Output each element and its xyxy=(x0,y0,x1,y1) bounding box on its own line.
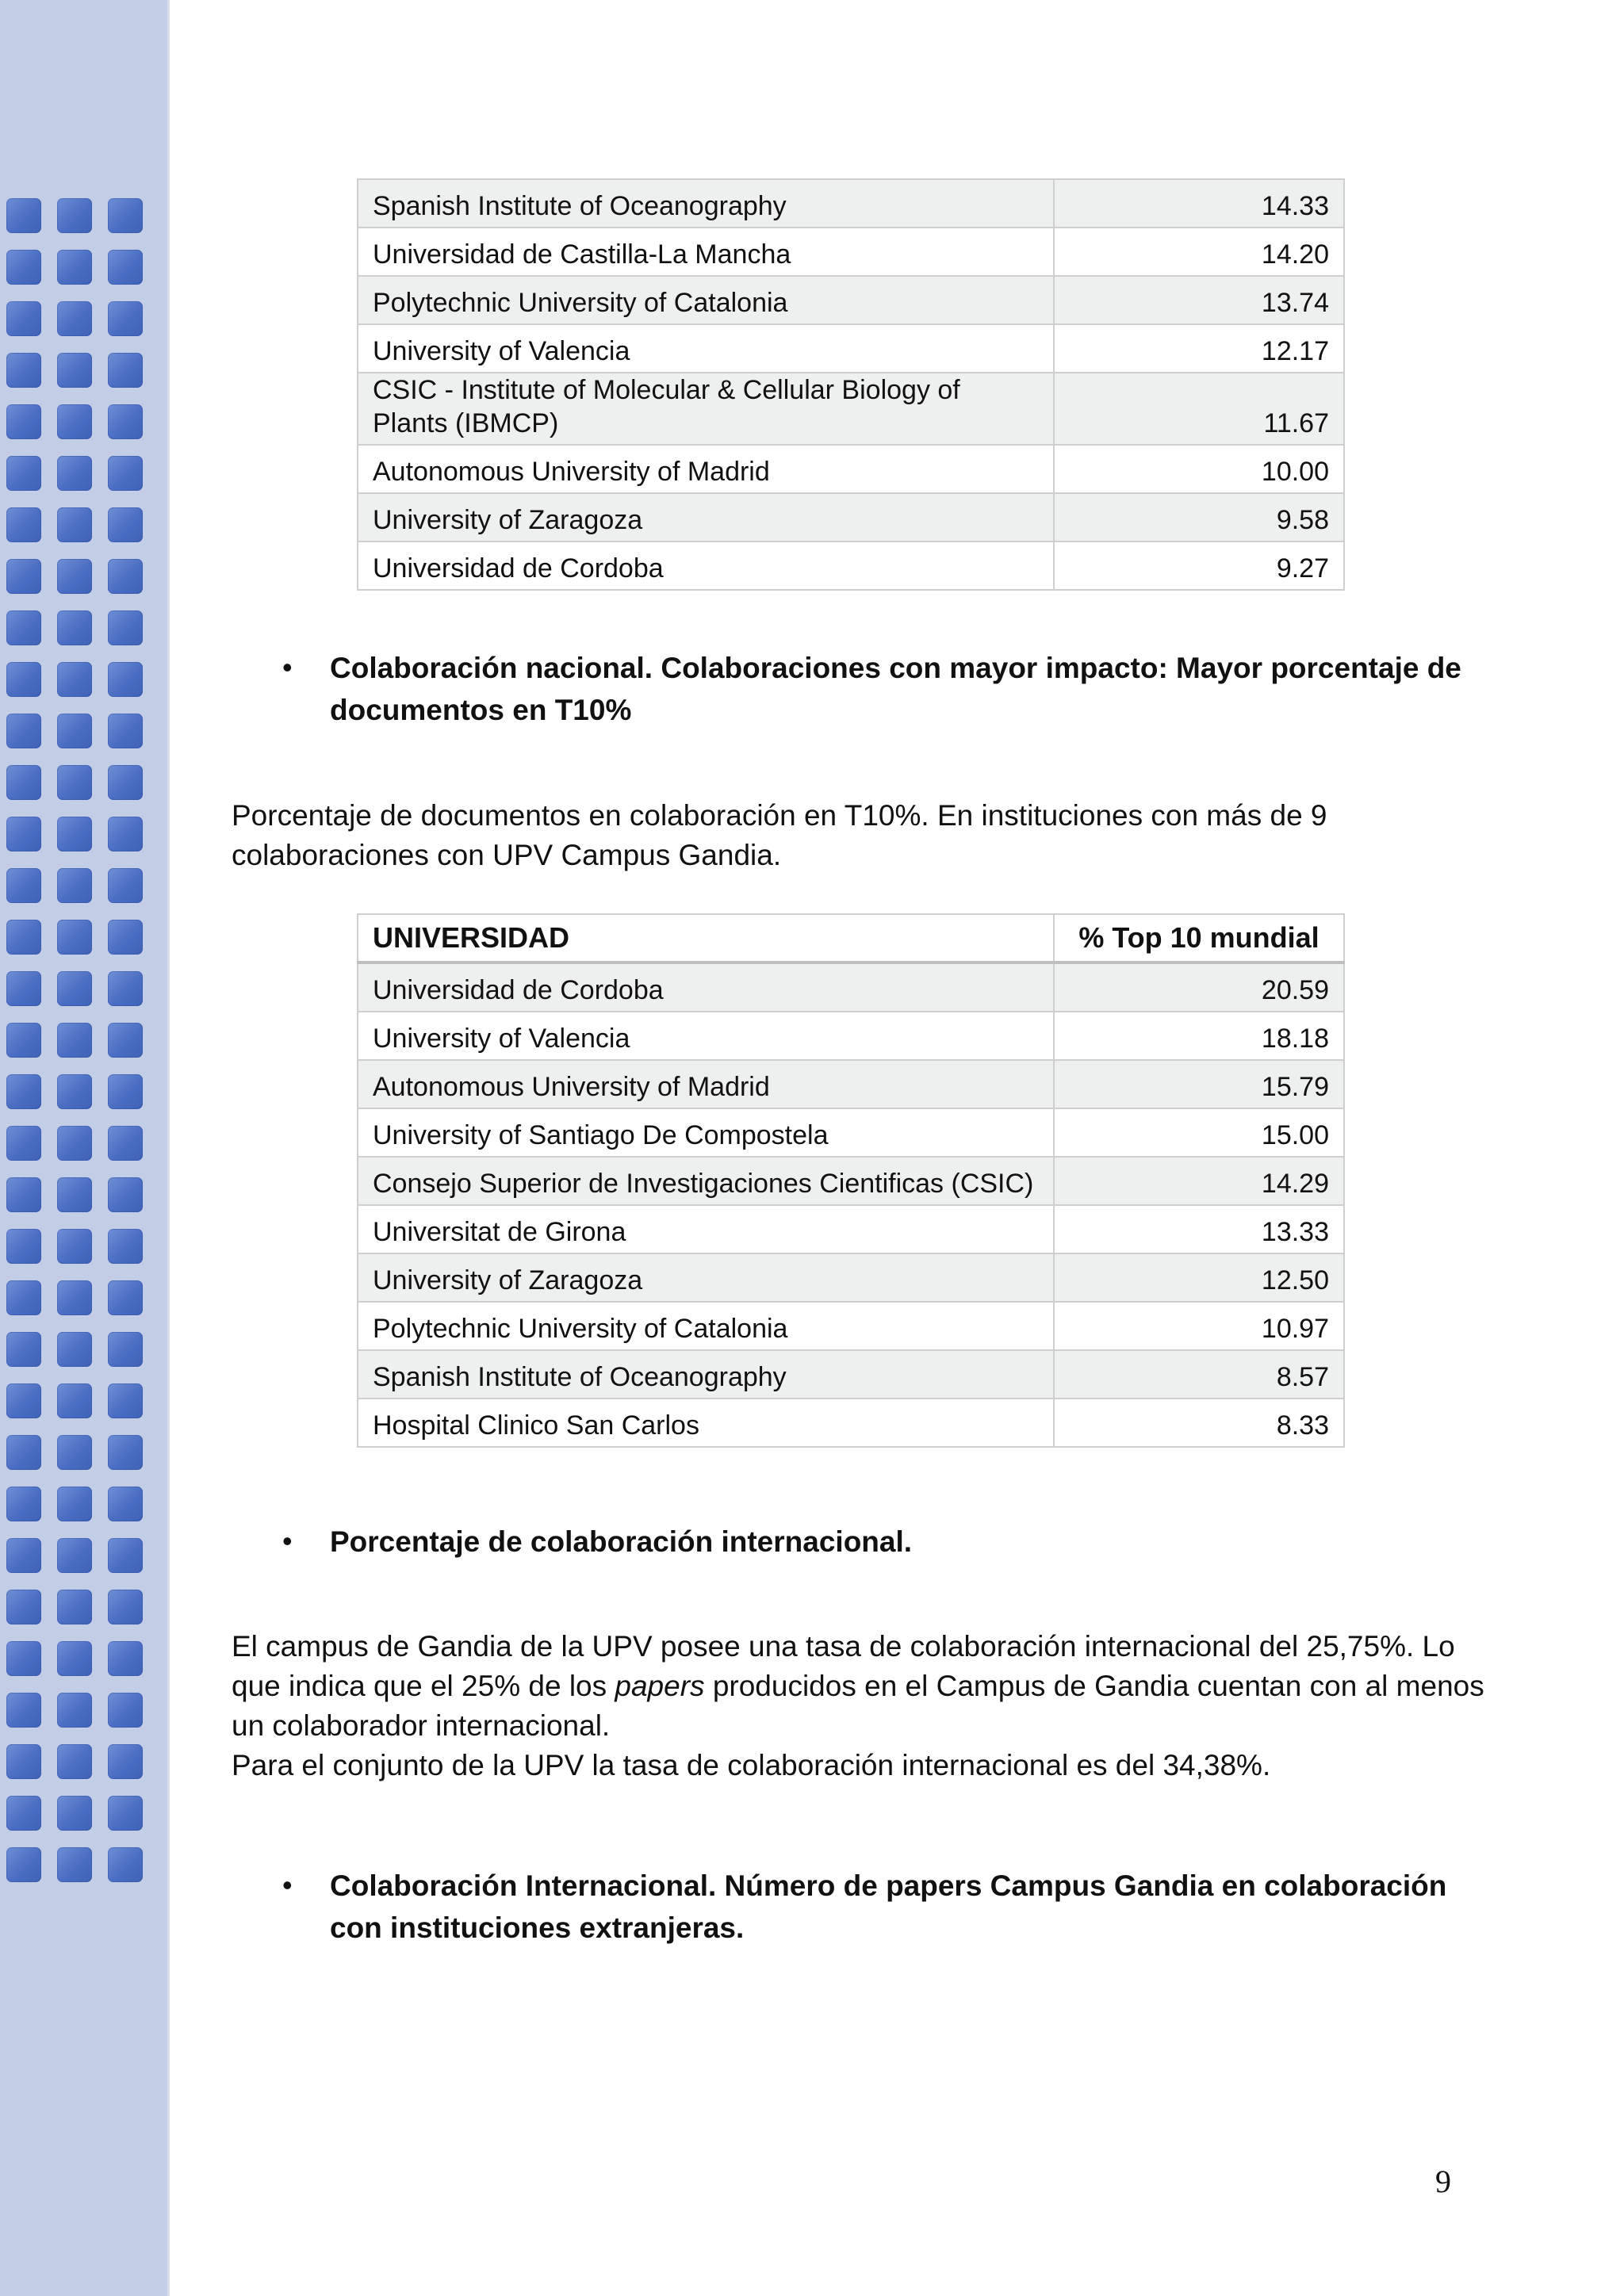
institution-name: Universidad de Cordoba xyxy=(358,541,1054,590)
decorative-square xyxy=(6,868,41,903)
decorative-square xyxy=(57,662,92,697)
decorative-square xyxy=(108,1126,143,1161)
decorative-square xyxy=(108,1229,143,1264)
decorative-square xyxy=(57,456,92,491)
table-row xyxy=(358,493,1344,541)
decorative-square xyxy=(57,1229,92,1264)
table-row xyxy=(358,228,1344,276)
table-row xyxy=(358,324,1344,373)
impact-table-continued xyxy=(357,178,1345,591)
decorative-square xyxy=(57,817,92,851)
page-number: 9 xyxy=(1435,2164,1451,2199)
table-header-row xyxy=(358,914,1344,962)
decorative-square xyxy=(57,301,92,336)
bullet-icon: • xyxy=(282,1525,293,1557)
institution-value: 14.29 xyxy=(1054,1157,1344,1205)
decorative-square xyxy=(6,1847,41,1882)
decorative-square xyxy=(57,1538,92,1573)
decorative-square xyxy=(57,1693,92,1728)
decorative-square xyxy=(108,1693,143,1728)
table-row xyxy=(358,1205,1344,1253)
decorative-square xyxy=(108,920,143,955)
institution-value: 13.74 xyxy=(1054,276,1344,324)
decorative-square xyxy=(108,1590,143,1624)
decorative-square xyxy=(108,1744,143,1779)
decorative-square xyxy=(108,817,143,851)
decorative-square xyxy=(6,507,41,542)
decorative-square xyxy=(57,1847,92,1882)
decorative-square xyxy=(57,1280,92,1315)
institution-value: 12.50 xyxy=(1054,1253,1344,1302)
table-row xyxy=(358,962,1344,1012)
decorative-square xyxy=(6,765,41,800)
institution-value: 14.33 xyxy=(1054,179,1344,228)
decorative-square xyxy=(57,1177,92,1212)
decorative-square xyxy=(108,404,143,439)
decorative-square xyxy=(57,353,92,388)
institution-value: 10.97 xyxy=(1054,1302,1344,1350)
table-row xyxy=(358,373,1344,445)
decorative-square xyxy=(57,1332,92,1367)
decorative-square xyxy=(6,559,41,594)
institution-value: 9.58 xyxy=(1054,493,1344,541)
table-row xyxy=(358,1060,1344,1108)
institution-name: University of Santiago De Compostela xyxy=(358,1108,1054,1157)
decorative-square xyxy=(108,1177,143,1212)
institution-name: Spanish Institute of Oceanography xyxy=(358,179,1054,228)
institution-value: 10.00 xyxy=(1054,445,1344,493)
decorative-square xyxy=(108,1538,143,1573)
decorative-square xyxy=(57,1435,92,1470)
decorative-sidebar xyxy=(0,0,170,2296)
decorative-square xyxy=(6,1796,41,1831)
decorative-square xyxy=(6,662,41,697)
table-row xyxy=(358,1253,1344,1302)
papers-emphasis: papers xyxy=(615,1670,705,1702)
decorative-square xyxy=(6,198,41,233)
decorative-square xyxy=(57,868,92,903)
decorative-square xyxy=(57,1074,92,1109)
decorative-square xyxy=(6,1023,41,1058)
decorative-square xyxy=(108,662,143,697)
section-heading-national-collaboration: Colaboración nacional. Colaboraciones con mayor impacto: Mayor porcentaje de documentos en T10% xyxy=(330,652,1461,726)
decorative-square xyxy=(108,198,143,233)
decorative-square xyxy=(6,250,41,285)
decorative-square xyxy=(57,1383,92,1418)
decorative-square xyxy=(57,1744,92,1779)
decorative-square xyxy=(57,1796,92,1831)
decorative-square xyxy=(6,817,41,851)
paragraph-international-rate xyxy=(232,1627,1500,1785)
table-row xyxy=(358,179,1344,228)
institution-value: 12.17 xyxy=(1054,324,1344,373)
table-row xyxy=(358,445,1344,493)
paragraph-text: Porcentaje de documentos en colaboración en T10%. En instituciones con más de 9 colaboraciones con UPV Campus Gandia. xyxy=(232,799,1327,871)
decorative-square xyxy=(108,559,143,594)
institution-value: 8.57 xyxy=(1054,1350,1344,1399)
decorative-square xyxy=(57,250,92,285)
institution-name: Autonomous University of Madrid xyxy=(358,1060,1054,1108)
decorative-square xyxy=(108,610,143,645)
institution-name: Autonomous University of Madrid xyxy=(358,445,1054,493)
decorative-square xyxy=(6,1177,41,1212)
table-row xyxy=(358,1302,1344,1350)
decorative-square xyxy=(57,920,92,955)
decorative-square xyxy=(108,1280,143,1315)
decorative-square xyxy=(6,456,41,491)
decorative-square xyxy=(108,1023,143,1058)
bullet-icon: • xyxy=(282,1869,293,1901)
decorative-square xyxy=(6,1538,41,1573)
decorative-square xyxy=(6,971,41,1006)
decorative-square-grid xyxy=(6,198,149,1871)
decorative-square xyxy=(57,404,92,439)
decorative-square xyxy=(6,1744,41,1779)
decorative-square xyxy=(6,1641,41,1676)
institution-name: University of Valencia xyxy=(358,324,1054,373)
header-top10: % Top 10 mundial xyxy=(1054,914,1344,962)
decorative-square xyxy=(57,765,92,800)
decorative-square xyxy=(6,714,41,748)
decorative-square xyxy=(57,714,92,748)
decorative-square xyxy=(57,198,92,233)
institution-value: 13.33 xyxy=(1054,1205,1344,1253)
institution-name: Universitat de Girona xyxy=(358,1205,1054,1253)
decorative-square xyxy=(108,507,143,542)
decorative-square xyxy=(108,1074,143,1109)
decorative-square xyxy=(108,1641,143,1676)
decorative-square xyxy=(108,1332,143,1367)
table-row xyxy=(358,1012,1344,1060)
decorative-square xyxy=(57,971,92,1006)
institution-value: 18.18 xyxy=(1054,1012,1344,1060)
institution-name: University of Zaragoza xyxy=(358,1253,1054,1302)
table-row xyxy=(358,1108,1344,1157)
institution-value: 15.00 xyxy=(1054,1108,1344,1157)
decorative-square xyxy=(57,1641,92,1676)
bullet-icon: • xyxy=(282,651,293,683)
institution-name: Universidad de Cordoba xyxy=(358,962,1054,1012)
paragraph-text: Para el conjunto de la UPV la tasa de colaboración internacional es del 34,38%. xyxy=(232,1749,1271,1781)
decorative-square xyxy=(108,353,143,388)
institution-name: Universidad de Castilla-La Mancha xyxy=(358,228,1054,276)
decorative-square xyxy=(6,1487,41,1521)
decorative-square xyxy=(57,1126,92,1161)
decorative-square xyxy=(108,1796,143,1831)
decorative-square xyxy=(108,1847,143,1882)
decorative-square xyxy=(108,1383,143,1418)
section-heading-international-percentage: Porcentaje de colaboración internacional. xyxy=(330,1525,913,1558)
paragraph-t10-description xyxy=(232,796,1373,875)
decorative-square xyxy=(6,1126,41,1161)
decorative-square xyxy=(108,765,143,800)
table-row xyxy=(358,1399,1344,1447)
decorative-square xyxy=(108,868,143,903)
institution-value: 8.33 xyxy=(1054,1399,1344,1447)
institution-name: Spanish Institute of Oceanography xyxy=(358,1350,1054,1399)
institution-name: Polytechnic University of Catalonia xyxy=(358,1302,1054,1350)
decorative-square xyxy=(57,507,92,542)
decorative-square xyxy=(6,1383,41,1418)
decorative-square xyxy=(6,353,41,388)
institution-name: Consejo Superior de Investigaciones Cientificas (CSIC) xyxy=(358,1157,1054,1205)
t10-collaboration-table xyxy=(357,913,1345,1448)
institution-name: Polytechnic University of Catalonia xyxy=(358,276,1054,324)
institution-name: University of Valencia xyxy=(358,1012,1054,1060)
decorative-square xyxy=(6,301,41,336)
decorative-square xyxy=(6,920,41,955)
decorative-square xyxy=(6,1693,41,1728)
decorative-square xyxy=(108,971,143,1006)
decorative-square xyxy=(108,301,143,336)
decorative-square xyxy=(6,1074,41,1109)
decorative-square xyxy=(6,1332,41,1367)
table-row xyxy=(358,1350,1344,1399)
table-row xyxy=(358,276,1344,324)
institution-value: 11.67 xyxy=(1054,373,1344,445)
decorative-square xyxy=(57,1487,92,1521)
institution-name: University of Zaragoza xyxy=(358,493,1054,541)
paragraph-text: El campus de Gandia de la UPV posee una tasa de colaboración internacional del 25,75%. Lo que indica que el 25% de los papers producidos en el Campus de Gandia cuentan con al menos un colaborador internacional. xyxy=(232,1630,1484,1742)
header-university: UNIVERSIDAD xyxy=(358,914,1054,962)
institution-value: 14.20 xyxy=(1054,228,1344,276)
institution-value: 15.79 xyxy=(1054,1060,1344,1108)
decorative-square xyxy=(6,1435,41,1470)
decorative-square xyxy=(57,1023,92,1058)
decorative-square xyxy=(6,404,41,439)
table-row xyxy=(358,541,1344,590)
table-row xyxy=(358,1157,1344,1205)
decorative-square xyxy=(57,610,92,645)
decorative-square xyxy=(108,1435,143,1470)
decorative-square xyxy=(57,559,92,594)
decorative-square xyxy=(6,1590,41,1624)
institution-value: 20.59 xyxy=(1054,962,1344,1012)
section-heading-international-collaboration: Colaboración Internacional. Número de papers Campus Gandia en colaboración con instituciones extranjeras. xyxy=(330,1869,1447,1944)
decorative-square xyxy=(108,1487,143,1521)
decorative-square xyxy=(6,610,41,645)
decorative-square xyxy=(108,456,143,491)
decorative-square xyxy=(108,250,143,285)
decorative-square xyxy=(57,1590,92,1624)
decorative-square xyxy=(6,1229,41,1264)
institution-value: 9.27 xyxy=(1054,541,1344,590)
decorative-square xyxy=(6,1280,41,1315)
institution-name: Hospital Clinico San Carlos xyxy=(358,1399,1054,1447)
decorative-square xyxy=(108,714,143,748)
institution-name: CSIC - Institute of Molecular & Cellular Biology of Plants (IBMCP) xyxy=(358,373,1054,445)
